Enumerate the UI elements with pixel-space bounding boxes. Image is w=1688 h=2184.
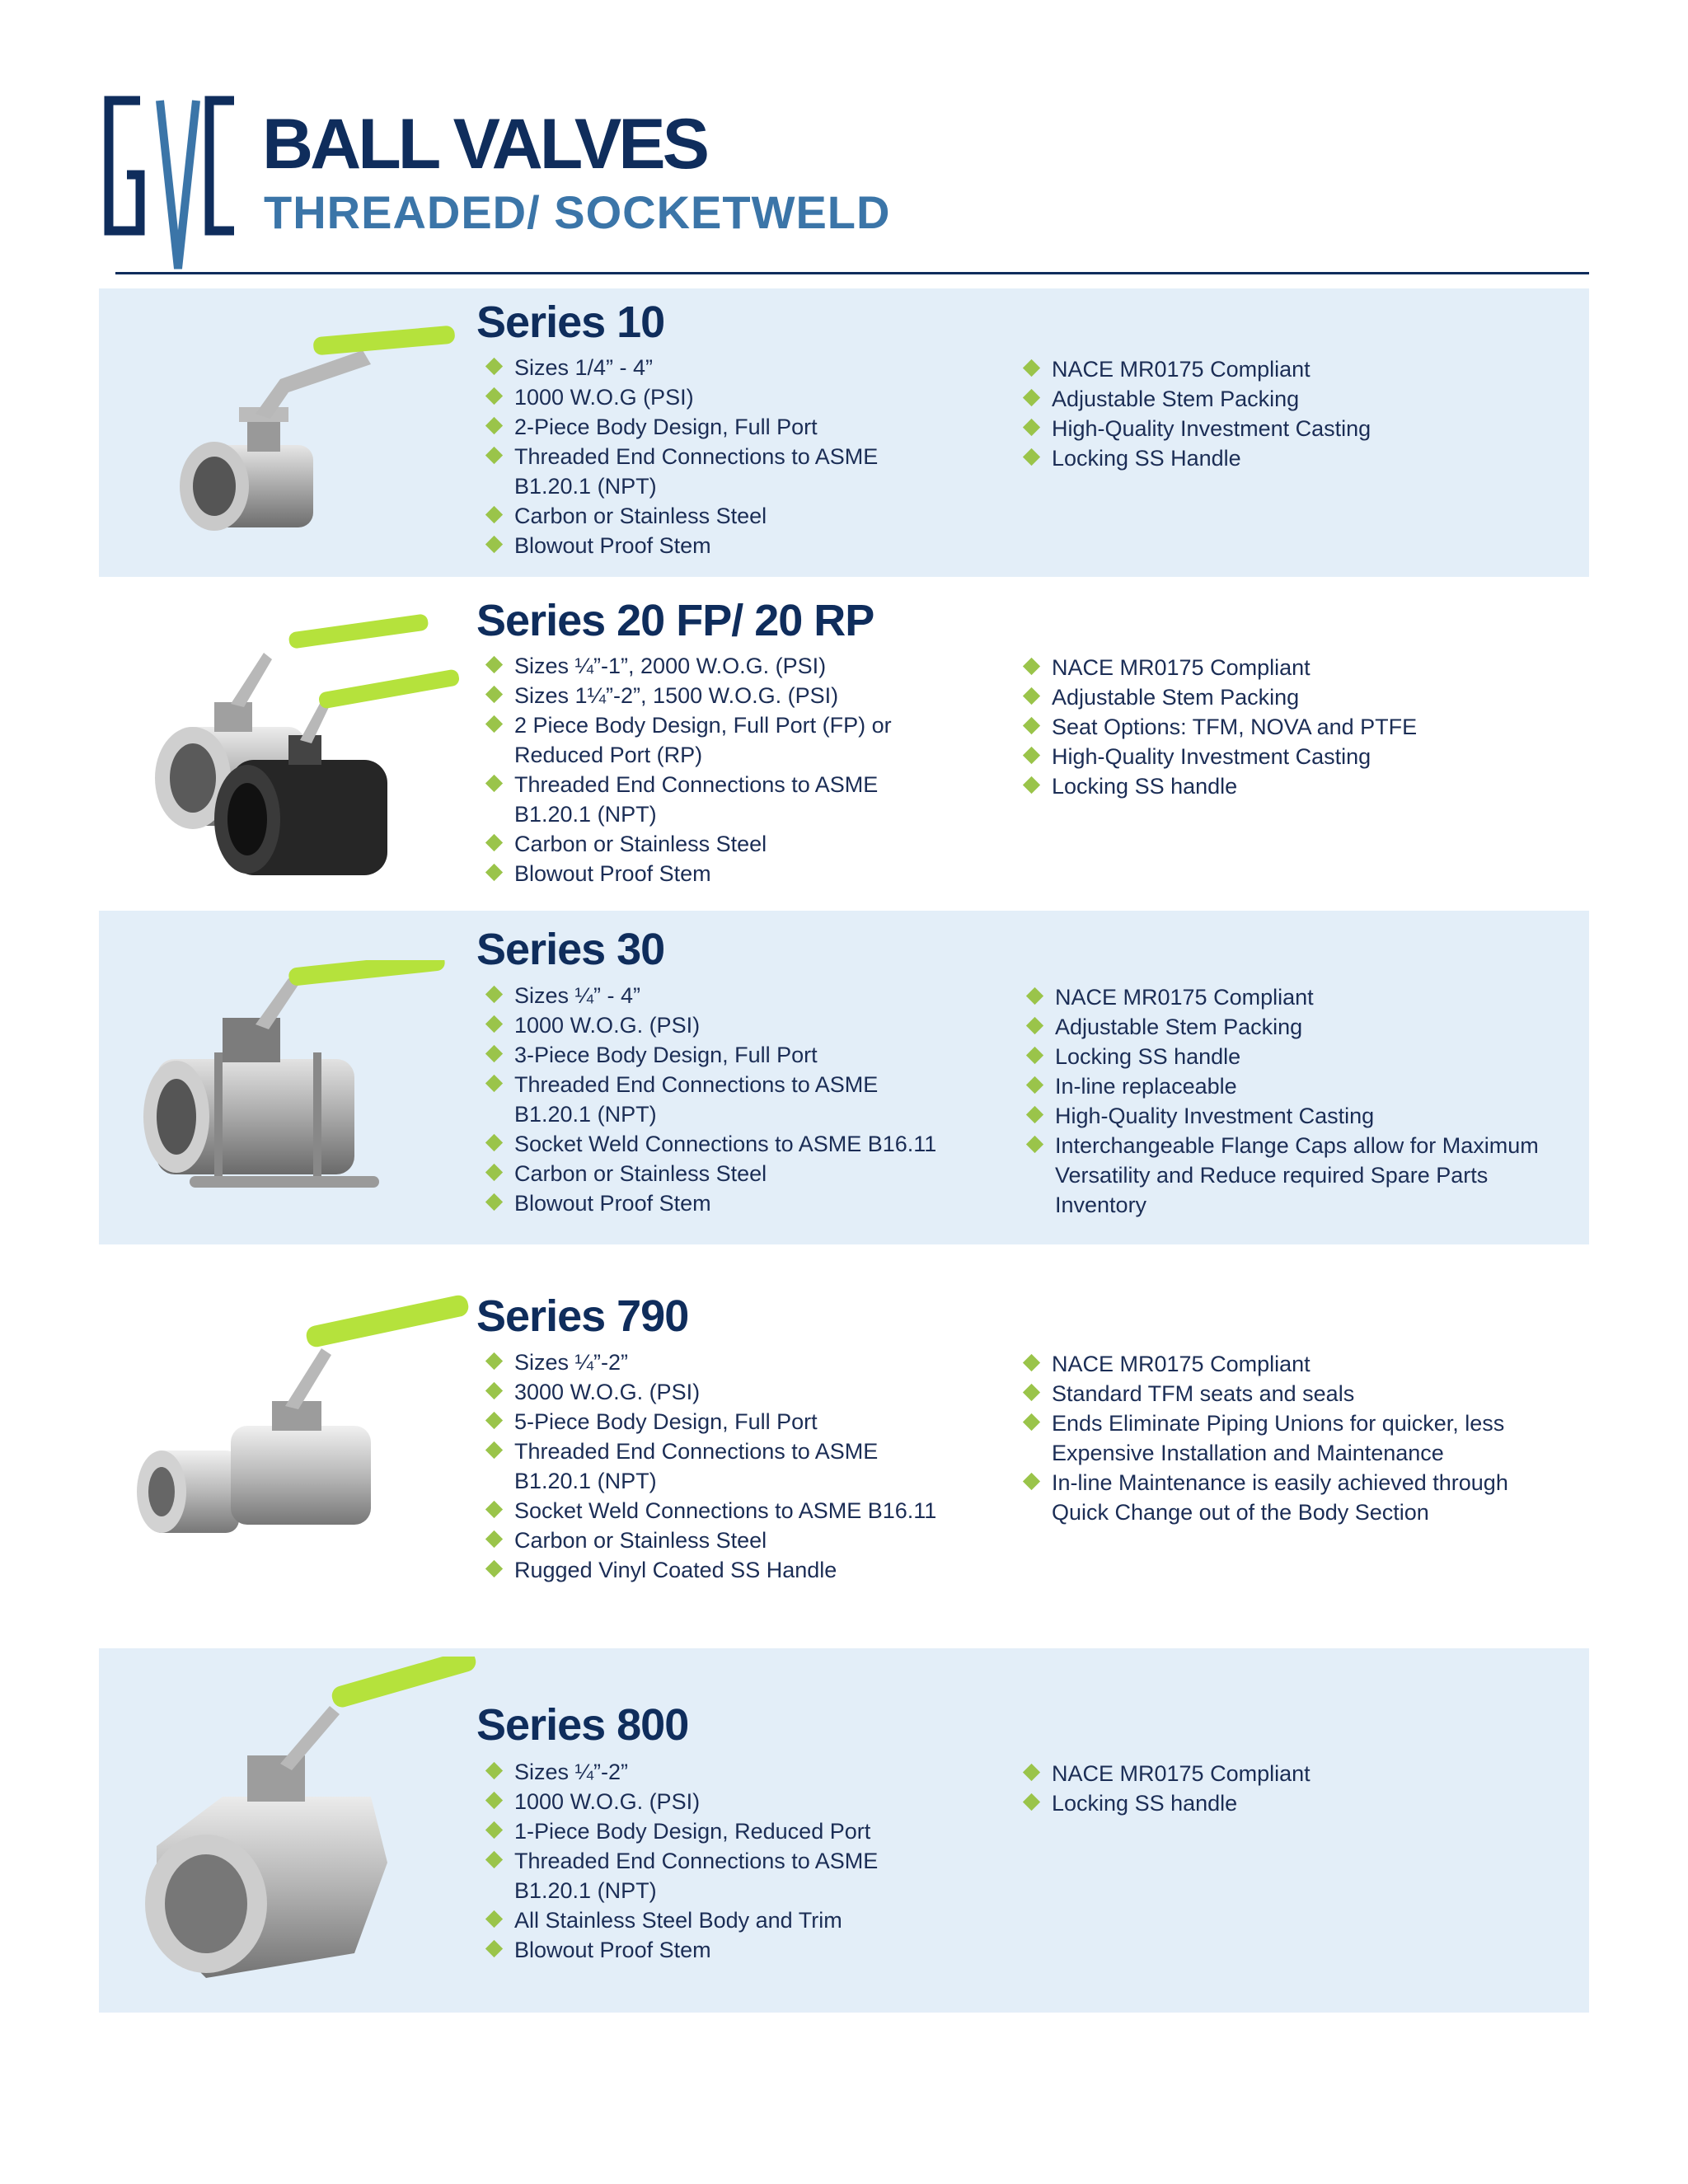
series-10-specs-left bbox=[485, 353, 996, 560]
spec-item-continued: Reduced Port (RP) bbox=[514, 743, 703, 767]
series-30-specs-left bbox=[485, 981, 1012, 1218]
spec-item-continued: Quick Change out of the Body Section bbox=[1052, 1500, 1429, 1525]
spec-item: Threaded End Connections to ASME bbox=[485, 1070, 1012, 1099]
spec-item: 3000 W.O.G. (PSI) bbox=[485, 1377, 1012, 1407]
spec-item: Threaded End Connections to ASME bbox=[485, 1846, 1012, 1876]
spec-item: Sizes ¼” - 4” bbox=[485, 981, 1012, 1010]
spec-item: NACE MR0175 Compliant bbox=[1022, 1349, 1582, 1379]
series-790-valve-image bbox=[124, 1286, 486, 1566]
series-790-specs-left bbox=[485, 1347, 1012, 1585]
series-790-specs-right bbox=[1022, 1349, 1582, 1527]
series-20-valve-image bbox=[124, 603, 486, 892]
page-header bbox=[97, 92, 1589, 274]
spec-item: Sizes ¼”-1”, 2000 W.O.G. (PSI) bbox=[485, 651, 996, 681]
series-30-valve-image bbox=[124, 960, 486, 1207]
spec-item: Carbon or Stainless Steel bbox=[485, 1159, 1012, 1188]
spec-item-continued: B1.20.1 (NPT) bbox=[514, 474, 657, 499]
spec-item: Carbon or Stainless Steel bbox=[485, 1526, 1012, 1555]
spec-item: Threaded End Connections to ASME bbox=[485, 770, 996, 799]
spec-item-continued: B1.20.1 (NPT) bbox=[514, 802, 657, 827]
spec-item: Carbon or Stainless Steel bbox=[485, 829, 996, 859]
spec-item-continued: Expensive Installation and Maintenance bbox=[1052, 1441, 1444, 1465]
series-10-section bbox=[99, 288, 1589, 577]
spec-item: Blowout Proof Stem bbox=[485, 531, 996, 560]
series-790-section bbox=[99, 1269, 1589, 1599]
spec-item: Sizes 1/4” - 4” bbox=[485, 353, 996, 382]
page-subtitle: THREADED/ SOCKETWELD bbox=[264, 186, 891, 238]
spec-item: Adjustable Stem Packing bbox=[1022, 682, 1566, 712]
spec-item: Sizes ¼”-2” bbox=[485, 1757, 1012, 1787]
spec-item: Threaded End Connections to ASME bbox=[485, 1436, 1012, 1466]
spec-item: Adjustable Stem Packing bbox=[1022, 384, 1566, 414]
spec-item: In-line replaceable bbox=[1025, 1071, 1586, 1101]
spec-item: 1-Piece Body Design, Reduced Port bbox=[485, 1816, 1012, 1846]
spec-item: 5-Piece Body Design, Full Port bbox=[485, 1407, 1012, 1436]
spec-item: Seat Options: TFM, NOVA and PTFE bbox=[1022, 712, 1566, 742]
spec-item: Socket Weld Connections to ASME B16.11 bbox=[485, 1496, 1012, 1526]
series-20-specs-right bbox=[1022, 653, 1566, 801]
spec-item: Carbon or Stainless Steel bbox=[485, 501, 996, 531]
spec-item-continued: B1.20.1 (NPT) bbox=[514, 1878, 657, 1903]
spec-item: Locking SS handle bbox=[1025, 1042, 1586, 1071]
spec-item: Blowout Proof Stem bbox=[485, 859, 996, 888]
spec-item: NACE MR0175 Compliant bbox=[1025, 982, 1586, 1012]
spec-item: Blowout Proof Stem bbox=[485, 1188, 1012, 1218]
series-800-specs-right bbox=[1022, 1759, 1566, 1818]
spec-item: Socket Weld Connections to ASME B16.11 bbox=[485, 1129, 1012, 1159]
gvc-logo bbox=[97, 92, 246, 274]
spec-item: 2-Piece Body Design, Full Port bbox=[485, 412, 996, 442]
spec-item: 1000 W.O.G. (PSI) bbox=[485, 1787, 1012, 1816]
spec-item: Locking SS handle bbox=[1022, 771, 1566, 801]
spec-item: 3-Piece Body Design, Full Port bbox=[485, 1040, 1012, 1070]
spec-item: 1000 W.O.G (PSI) bbox=[485, 382, 996, 412]
series-title: Series 30 bbox=[476, 925, 665, 974]
spec-item-continued: Inventory bbox=[1055, 1193, 1147, 1217]
spec-item: Blowout Proof Stem bbox=[485, 1935, 1012, 1965]
series-800-valve-image bbox=[124, 1657, 486, 2003]
spec-item: High-Quality Investment Casting bbox=[1022, 414, 1566, 443]
series-10-specs-right bbox=[1022, 354, 1566, 473]
header-divider bbox=[115, 272, 1589, 274]
series-20-section bbox=[99, 587, 1589, 900]
spec-item: High-Quality Investment Casting bbox=[1025, 1101, 1586, 1131]
series-title: Series 790 bbox=[476, 1291, 689, 1341]
series-30-section bbox=[99, 911, 1589, 1244]
spec-item-continued: B1.20.1 (NPT) bbox=[514, 1469, 657, 1493]
spec-item: Locking SS handle bbox=[1022, 1788, 1566, 1818]
spec-item: Sizes 1¼”-2”, 1500 W.O.G. (PSI) bbox=[485, 681, 996, 710]
spec-item: All Stainless Steel Body and Trim bbox=[485, 1905, 1012, 1935]
spec-item: Adjustable Stem Packing bbox=[1025, 1012, 1586, 1042]
spec-item: Locking SS Handle bbox=[1022, 443, 1566, 473]
spec-item: 2 Piece Body Design, Full Port (FP) or bbox=[485, 710, 996, 740]
spec-item: NACE MR0175 Compliant bbox=[1022, 354, 1566, 384]
spec-item: In-line Maintenance is easily achieved through bbox=[1022, 1468, 1582, 1497]
series-title: Series 10 bbox=[476, 298, 665, 347]
spec-item: NACE MR0175 Compliant bbox=[1022, 653, 1566, 682]
spec-item: Rugged Vinyl Coated SS Handle bbox=[485, 1555, 1012, 1585]
spec-item-continued: Versatility and Reduce required Spare Parts bbox=[1055, 1163, 1489, 1188]
series-title: Series 20 FP/ 20 RP bbox=[476, 596, 874, 645]
spec-item-continued: B1.20.1 (NPT) bbox=[514, 1102, 657, 1127]
spec-item: Interchangeable Flange Caps allow for Maximum bbox=[1025, 1131, 1586, 1160]
series-title: Series 800 bbox=[476, 1700, 689, 1750]
page-title: BALL VALVES bbox=[262, 105, 706, 184]
series-20-specs-left bbox=[485, 651, 996, 888]
series-800-specs-left bbox=[485, 1757, 1012, 1965]
spec-item: Ends Eliminate Piping Unions for quicker, less bbox=[1022, 1408, 1582, 1438]
series-10-valve-image bbox=[124, 321, 470, 552]
spec-item: Standard TFM seats and seals bbox=[1022, 1379, 1582, 1408]
spec-item: 1000 W.O.G. (PSI) bbox=[485, 1010, 1012, 1040]
spec-item: High-Quality Investment Casting bbox=[1022, 742, 1566, 771]
series-30-specs-right bbox=[1025, 982, 1586, 1220]
spec-item: NACE MR0175 Compliant bbox=[1022, 1759, 1566, 1788]
spec-item: Threaded End Connections to ASME bbox=[485, 442, 996, 471]
spec-item: Sizes ¼”-2” bbox=[485, 1347, 1012, 1377]
series-800-section bbox=[99, 1648, 1589, 2013]
